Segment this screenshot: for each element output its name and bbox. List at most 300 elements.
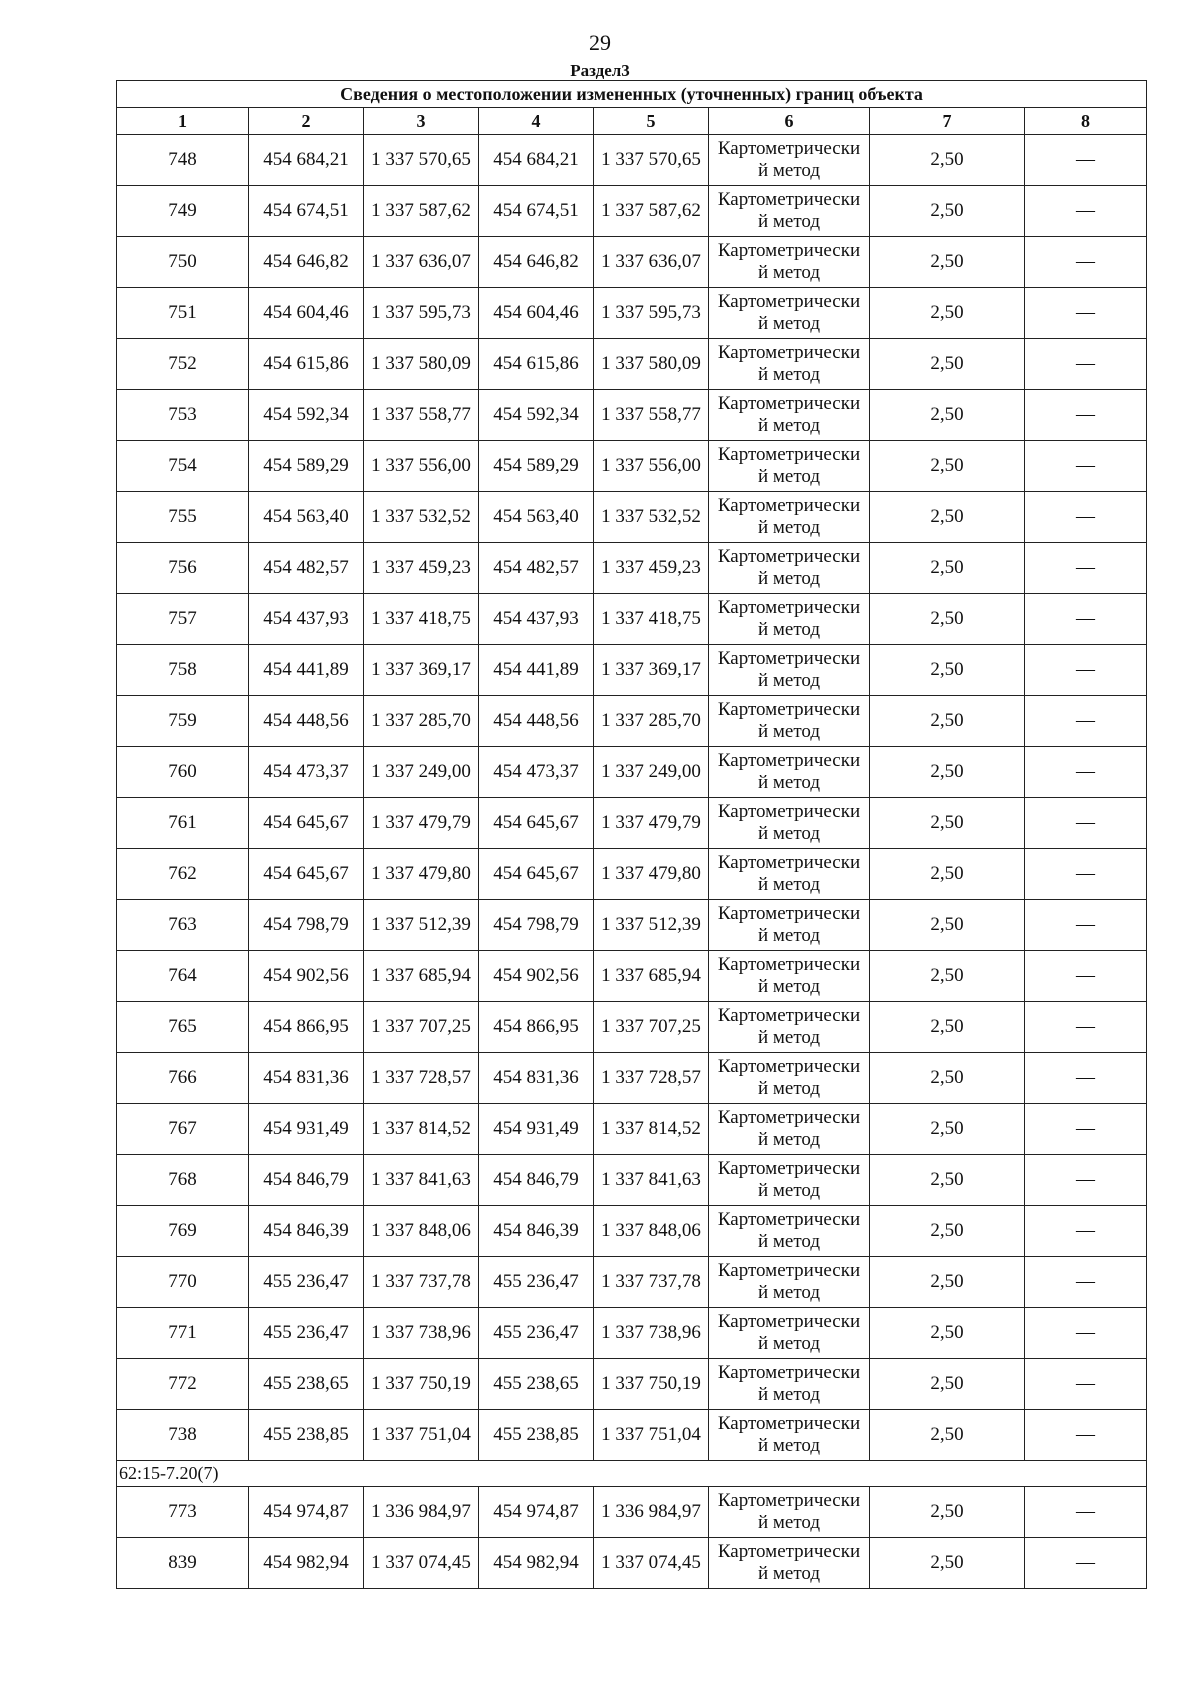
x-updated: 454 645,67 (479, 849, 594, 900)
method-cell (709, 594, 870, 645)
method-cell (709, 1487, 870, 1538)
y-updated: 1 337 751,04 (594, 1410, 709, 1461)
point-number: 757 (117, 594, 249, 645)
method-line: Картометрически (717, 1362, 861, 1383)
point-number: 749 (117, 186, 249, 237)
column-number: 5 (594, 108, 709, 135)
method-cell (709, 849, 870, 900)
method-line: Картометрически (717, 495, 861, 516)
x-existing: 454 563,40 (249, 492, 364, 543)
accuracy: 2,50 (870, 1104, 1025, 1155)
x-existing: 454 931,49 (249, 1104, 364, 1155)
x-existing: 455 236,47 (249, 1257, 364, 1308)
method-line: й метод (757, 721, 821, 742)
method-cell (709, 1257, 870, 1308)
method-cell (709, 390, 870, 441)
point-number: 768 (117, 1155, 249, 1206)
method-line: Картометрически (717, 138, 861, 159)
method-line: й метод (757, 874, 821, 895)
method-cell (709, 747, 870, 798)
x-updated: 454 592,34 (479, 390, 594, 441)
x-existing: 454 448,56 (249, 696, 364, 747)
x-updated: 454 831,36 (479, 1053, 594, 1104)
note: — (1025, 594, 1147, 645)
x-updated: 454 674,51 (479, 186, 594, 237)
method-line: й метод (757, 364, 821, 385)
point-number: 760 (117, 747, 249, 798)
y-updated: 1 336 984,97 (594, 1487, 709, 1538)
table-row (117, 543, 1147, 594)
y-existing: 1 336 984,97 (364, 1487, 479, 1538)
x-updated: 455 238,65 (479, 1359, 594, 1410)
column-number: 7 (870, 108, 1025, 135)
note: — (1025, 543, 1147, 594)
method-line: й метод (757, 211, 821, 232)
accuracy: 2,50 (870, 1053, 1025, 1104)
column-number: 1 (117, 108, 249, 135)
x-existing: 454 441,89 (249, 645, 364, 696)
note: — (1025, 339, 1147, 390)
method-cell (709, 1206, 870, 1257)
method-cell (709, 1002, 870, 1053)
method-cell (709, 1410, 870, 1461)
method-line: й метод (757, 568, 821, 589)
accuracy: 2,50 (870, 849, 1025, 900)
method-cell (709, 645, 870, 696)
method-line: Картометрически (717, 903, 861, 924)
accuracy: 2,50 (870, 288, 1025, 339)
y-existing: 1 337 738,96 (364, 1308, 479, 1359)
x-existing: 454 473,37 (249, 747, 364, 798)
x-updated: 454 448,56 (479, 696, 594, 747)
table-row (117, 1206, 1147, 1257)
accuracy: 2,50 (870, 441, 1025, 492)
point-number: 756 (117, 543, 249, 594)
y-existing: 1 337 532,52 (364, 492, 479, 543)
x-existing: 455 238,85 (249, 1410, 364, 1461)
method-line: й метод (757, 670, 821, 691)
method-line: Картометрически (717, 240, 861, 261)
y-existing: 1 337 707,25 (364, 1002, 479, 1053)
point-number: 759 (117, 696, 249, 747)
table-row (117, 288, 1147, 339)
x-updated: 454 645,67 (479, 798, 594, 849)
y-updated: 1 337 074,45 (594, 1538, 709, 1589)
x-updated: 454 902,56 (479, 951, 594, 1002)
method-line: Картометрически (717, 954, 861, 975)
x-existing: 454 684,21 (249, 135, 364, 186)
y-existing: 1 337 479,80 (364, 849, 479, 900)
y-updated: 1 337 707,25 (594, 1002, 709, 1053)
y-existing: 1 337 459,23 (364, 543, 479, 594)
accuracy: 2,50 (870, 1487, 1025, 1538)
method-line: Картометрически (717, 597, 861, 618)
note: — (1025, 492, 1147, 543)
x-updated: 454 646,82 (479, 237, 594, 288)
method-line: Картометрически (717, 648, 861, 669)
table-row (117, 1487, 1147, 1538)
x-existing: 454 846,39 (249, 1206, 364, 1257)
y-existing: 1 337 750,19 (364, 1359, 479, 1410)
y-existing: 1 337 249,00 (364, 747, 479, 798)
y-updated: 1 337 479,80 (594, 849, 709, 900)
accuracy: 2,50 (870, 594, 1025, 645)
table-row (117, 747, 1147, 798)
method-line: Картометрически (717, 1209, 861, 1230)
x-existing: 454 846,79 (249, 1155, 364, 1206)
accuracy: 2,50 (870, 951, 1025, 1002)
method-line: й метод (757, 517, 821, 538)
point-number: 753 (117, 390, 249, 441)
note: — (1025, 798, 1147, 849)
method-line: Картометрически (717, 342, 861, 363)
note: — (1025, 237, 1147, 288)
x-updated: 455 238,85 (479, 1410, 594, 1461)
x-existing: 454 974,87 (249, 1487, 364, 1538)
method-cell (709, 1104, 870, 1155)
point-number: 755 (117, 492, 249, 543)
y-updated: 1 337 580,09 (594, 339, 709, 390)
table-body (117, 135, 1147, 1589)
y-existing: 1 337 479,79 (364, 798, 479, 849)
y-existing: 1 337 636,07 (364, 237, 479, 288)
method-cell (709, 1155, 870, 1206)
method-line: Картометрически (717, 1541, 861, 1562)
point-number: 773 (117, 1487, 249, 1538)
note: — (1025, 1104, 1147, 1155)
note: — (1025, 1002, 1147, 1053)
accuracy: 2,50 (870, 747, 1025, 798)
method-cell (709, 237, 870, 288)
note: — (1025, 900, 1147, 951)
accuracy: 2,50 (870, 237, 1025, 288)
method-cell (709, 1359, 870, 1410)
method-line: Картометрически (717, 1056, 861, 1077)
y-updated: 1 337 285,70 (594, 696, 709, 747)
column-number: 6 (709, 108, 870, 135)
note: — (1025, 1053, 1147, 1104)
x-updated: 455 236,47 (479, 1257, 594, 1308)
x-existing: 454 831,36 (249, 1053, 364, 1104)
y-updated: 1 337 841,63 (594, 1155, 709, 1206)
y-existing: 1 337 369,17 (364, 645, 479, 696)
method-line: й метод (757, 415, 821, 436)
method-line: Картометрически (717, 1490, 861, 1511)
note: — (1025, 1257, 1147, 1308)
table-row (117, 186, 1147, 237)
point-number: 764 (117, 951, 249, 1002)
table-row (117, 339, 1147, 390)
y-existing: 1 337 814,52 (364, 1104, 479, 1155)
note: — (1025, 1359, 1147, 1410)
accuracy: 2,50 (870, 135, 1025, 186)
x-existing: 454 645,67 (249, 798, 364, 849)
point-number: 754 (117, 441, 249, 492)
y-existing: 1 337 587,62 (364, 186, 479, 237)
y-existing: 1 337 558,77 (364, 390, 479, 441)
y-existing: 1 337 570,65 (364, 135, 479, 186)
method-line: Картометрически (717, 189, 861, 210)
method-line: й метод (757, 262, 821, 283)
note: — (1025, 186, 1147, 237)
note: — (1025, 135, 1147, 186)
note: — (1025, 288, 1147, 339)
point-number: 748 (117, 135, 249, 186)
y-updated: 1 337 556,00 (594, 441, 709, 492)
x-existing: 454 798,79 (249, 900, 364, 951)
accuracy: 2,50 (870, 1538, 1025, 1589)
method-cell (709, 543, 870, 594)
note: — (1025, 1155, 1147, 1206)
method-cell (709, 339, 870, 390)
y-updated: 1 337 737,78 (594, 1257, 709, 1308)
method-cell (709, 696, 870, 747)
method-cell (709, 492, 870, 543)
y-updated: 1 337 459,23 (594, 543, 709, 594)
accuracy: 2,50 (870, 492, 1025, 543)
accuracy: 2,50 (870, 900, 1025, 951)
y-existing: 1 337 580,09 (364, 339, 479, 390)
method-line: Картометрически (717, 1311, 861, 1332)
method-line: Картометрически (717, 750, 861, 771)
method-line: Картометрически (717, 801, 861, 822)
table-row (117, 849, 1147, 900)
y-updated: 1 337 595,73 (594, 288, 709, 339)
x-updated: 455 236,47 (479, 1308, 594, 1359)
x-existing: 454 589,29 (249, 441, 364, 492)
x-updated: 454 604,46 (479, 288, 594, 339)
method-line: Картометрически (717, 444, 861, 465)
method-cell (709, 1308, 870, 1359)
table-row (117, 1538, 1147, 1589)
table-row (117, 1104, 1147, 1155)
y-updated: 1 337 532,52 (594, 492, 709, 543)
y-existing: 1 337 074,45 (364, 1538, 479, 1589)
method-line: й метод (757, 1435, 821, 1456)
note: — (1025, 1538, 1147, 1589)
y-updated: 1 337 558,77 (594, 390, 709, 441)
method-line: Картометрически (717, 393, 861, 414)
x-updated: 454 846,39 (479, 1206, 594, 1257)
x-updated: 454 931,49 (479, 1104, 594, 1155)
table-row (117, 951, 1147, 1002)
table-title: Сведения о местоположении измененных (уточненных) границ объекта (117, 81, 1147, 108)
y-updated: 1 337 418,75 (594, 594, 709, 645)
column-number: 3 (364, 108, 479, 135)
accuracy: 2,50 (870, 1308, 1025, 1359)
point-number: 761 (117, 798, 249, 849)
point-number: 769 (117, 1206, 249, 1257)
method-line: й метод (757, 925, 821, 946)
method-line: й метод (757, 466, 821, 487)
method-line: Картометрически (717, 1260, 861, 1281)
table-row (117, 135, 1147, 186)
method-cell (709, 1053, 870, 1104)
point-number: 738 (117, 1410, 249, 1461)
x-updated: 454 982,94 (479, 1538, 594, 1589)
note: — (1025, 1308, 1147, 1359)
y-existing: 1 337 285,70 (364, 696, 479, 747)
method-line: Картометрически (717, 852, 861, 873)
x-updated: 454 482,57 (479, 543, 594, 594)
table-row (117, 492, 1147, 543)
point-number: 839 (117, 1538, 249, 1589)
method-line: й метод (757, 772, 821, 793)
page-number: 29 (589, 30, 611, 55)
note: — (1025, 951, 1147, 1002)
y-existing: 1 337 595,73 (364, 288, 479, 339)
note: — (1025, 1487, 1147, 1538)
y-existing: 1 337 841,63 (364, 1155, 479, 1206)
table-row (117, 390, 1147, 441)
method-cell (709, 288, 870, 339)
note: — (1025, 696, 1147, 747)
y-existing: 1 337 418,75 (364, 594, 479, 645)
y-existing: 1 337 685,94 (364, 951, 479, 1002)
y-updated: 1 337 479,79 (594, 798, 709, 849)
x-updated: 454 441,89 (479, 645, 594, 696)
method-line: й метод (757, 823, 821, 844)
x-existing: 454 674,51 (249, 186, 364, 237)
point-number: 767 (117, 1104, 249, 1155)
x-existing: 454 604,46 (249, 288, 364, 339)
method-line: й метод (757, 1129, 821, 1150)
table-row (117, 594, 1147, 645)
note: — (1025, 390, 1147, 441)
accuracy: 2,50 (870, 339, 1025, 390)
x-existing: 455 236,47 (249, 1308, 364, 1359)
x-updated: 454 846,79 (479, 1155, 594, 1206)
method-cell (709, 951, 870, 1002)
table-row (117, 1002, 1147, 1053)
point-number: 771 (117, 1308, 249, 1359)
table-row (117, 645, 1147, 696)
y-updated: 1 337 848,06 (594, 1206, 709, 1257)
note: — (1025, 441, 1147, 492)
y-existing: 1 337 751,04 (364, 1410, 479, 1461)
note: — (1025, 1410, 1147, 1461)
note: — (1025, 849, 1147, 900)
method-line: Картометрически (717, 1158, 861, 1179)
table-row (117, 237, 1147, 288)
x-existing: 455 238,65 (249, 1359, 364, 1410)
method-line: й метод (757, 1078, 821, 1099)
method-line: й метод (757, 619, 821, 640)
x-updated: 454 473,37 (479, 747, 594, 798)
method-cell (709, 798, 870, 849)
x-updated: 454 437,93 (479, 594, 594, 645)
point-number: 763 (117, 900, 249, 951)
method-line: Картометрически (717, 699, 861, 720)
table-row (117, 441, 1147, 492)
accuracy: 2,50 (870, 1155, 1025, 1206)
note: — (1025, 1206, 1147, 1257)
y-existing: 1 337 512,39 (364, 900, 479, 951)
y-existing: 1 337 728,57 (364, 1053, 479, 1104)
y-updated: 1 337 570,65 (594, 135, 709, 186)
point-number: 752 (117, 339, 249, 390)
method-line: Картометрически (717, 546, 861, 567)
accuracy: 2,50 (870, 696, 1025, 747)
method-cell (709, 186, 870, 237)
x-existing: 454 437,93 (249, 594, 364, 645)
table-row (117, 1257, 1147, 1308)
x-updated: 454 798,79 (479, 900, 594, 951)
group-label: 62:15-7.20(7) (117, 1461, 1147, 1487)
x-existing: 454 615,86 (249, 339, 364, 390)
y-updated: 1 337 587,62 (594, 186, 709, 237)
note: — (1025, 747, 1147, 798)
x-existing: 454 592,34 (249, 390, 364, 441)
note: — (1025, 645, 1147, 696)
method-cell (709, 441, 870, 492)
column-number: 2 (249, 108, 364, 135)
y-updated: 1 337 750,19 (594, 1359, 709, 1410)
table-row (117, 1308, 1147, 1359)
table-row (117, 1410, 1147, 1461)
y-existing: 1 337 848,06 (364, 1206, 479, 1257)
y-existing: 1 337 737,78 (364, 1257, 479, 1308)
accuracy: 2,50 (870, 186, 1025, 237)
method-line: й метод (757, 1333, 821, 1354)
table-row (117, 1053, 1147, 1104)
table-row (117, 900, 1147, 951)
table-row (117, 798, 1147, 849)
accuracy: 2,50 (870, 543, 1025, 594)
x-updated: 454 563,40 (479, 492, 594, 543)
method-line: й метод (757, 160, 821, 181)
x-updated: 454 974,87 (479, 1487, 594, 1538)
method-line: й метод (757, 976, 821, 997)
method-line: й метод (757, 1231, 821, 1252)
method-line: Картометрически (717, 1107, 861, 1128)
accuracy: 2,50 (870, 1206, 1025, 1257)
x-existing: 454 982,94 (249, 1538, 364, 1589)
method-line: Картометрически (717, 1005, 861, 1026)
column-number-row (117, 108, 1147, 135)
accuracy: 2,50 (870, 390, 1025, 441)
point-number: 772 (117, 1359, 249, 1410)
y-updated: 1 337 636,07 (594, 237, 709, 288)
point-number: 750 (117, 237, 249, 288)
point-number: 758 (117, 645, 249, 696)
y-updated: 1 337 685,94 (594, 951, 709, 1002)
table-row (117, 1155, 1147, 1206)
section-label: Раздел3 (570, 61, 630, 80)
method-line: й метод (757, 1180, 821, 1201)
accuracy: 2,50 (870, 1257, 1025, 1308)
boundary-table (116, 80, 1147, 1589)
y-updated: 1 337 728,57 (594, 1053, 709, 1104)
y-updated: 1 337 249,00 (594, 747, 709, 798)
x-existing: 454 646,82 (249, 237, 364, 288)
y-updated: 1 337 369,17 (594, 645, 709, 696)
table-row (117, 1359, 1147, 1410)
group-header-row (117, 1461, 1147, 1487)
y-existing: 1 337 556,00 (364, 441, 479, 492)
table-row (117, 696, 1147, 747)
accuracy: 2,50 (870, 1359, 1025, 1410)
accuracy: 2,50 (870, 1410, 1025, 1461)
method-line: й метод (757, 1563, 821, 1584)
point-number: 762 (117, 849, 249, 900)
method-cell (709, 135, 870, 186)
point-number: 770 (117, 1257, 249, 1308)
x-existing: 454 482,57 (249, 543, 364, 594)
point-number: 751 (117, 288, 249, 339)
y-updated: 1 337 814,52 (594, 1104, 709, 1155)
x-updated: 454 684,21 (479, 135, 594, 186)
